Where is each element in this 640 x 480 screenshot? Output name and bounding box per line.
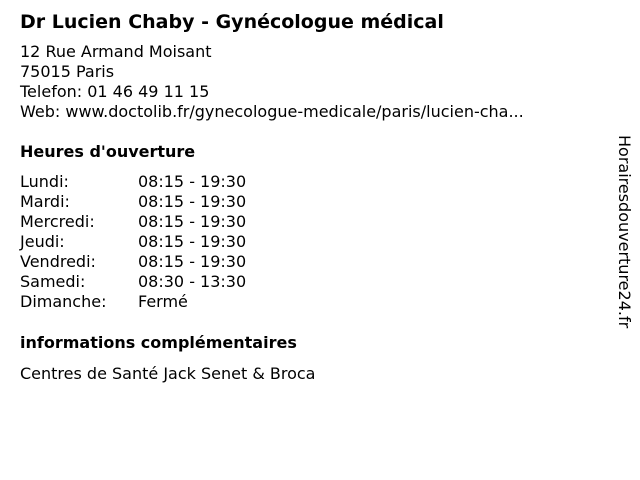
time-range: 08:30 - 13:30 bbox=[138, 272, 247, 291]
day-label: Samedi: bbox=[20, 272, 86, 291]
time-range: 08:15 - 19:30 bbox=[138, 252, 247, 271]
hours-row-friday bbox=[20, 252, 600, 272]
day-label: Vendredi: bbox=[20, 252, 96, 271]
day-label: Dimanche: bbox=[20, 292, 107, 311]
page-title: Dr Lucien Chaby - Gynécologue médical bbox=[20, 11, 444, 33]
hours-row-sunday bbox=[20, 292, 600, 312]
listing-card bbox=[20, 8, 600, 384]
hours-row-tuesday bbox=[20, 192, 600, 212]
hours-row-wednesday bbox=[20, 212, 600, 232]
info-text: Centres de Santé Jack Senet & Broca bbox=[20, 364, 316, 383]
website-link[interactable]: Web: www.doctolib.fr/gynecologue-medicale/paris/lucien-cha... bbox=[20, 102, 524, 121]
time-range: 08:15 - 19:30 bbox=[138, 192, 247, 211]
hours-row-monday bbox=[20, 172, 600, 192]
time-range: 08:15 - 19:30 bbox=[138, 232, 247, 251]
info-heading: informations complémentaires bbox=[20, 333, 297, 352]
time-range: 08:15 - 19:30 bbox=[138, 212, 247, 231]
hours-heading: Heures d'ouverture bbox=[20, 142, 196, 161]
hours-row-saturday bbox=[20, 272, 600, 292]
day-label: Mercredi: bbox=[20, 212, 95, 231]
day-label: Lundi: bbox=[20, 172, 69, 191]
hours-table bbox=[20, 172, 600, 312]
day-label: Mardi: bbox=[20, 192, 70, 211]
time-range: Fermé bbox=[138, 292, 188, 311]
address-city: 75015 Paris bbox=[20, 62, 115, 81]
address-block bbox=[20, 42, 600, 122]
address-street: 12 Rue Armand Moisant bbox=[20, 42, 212, 61]
phone-number: Telefon: 01 46 49 11 15 bbox=[20, 82, 210, 101]
time-range: 08:15 - 19:30 bbox=[138, 172, 247, 191]
day-label: Jeudi: bbox=[20, 232, 65, 251]
site-watermark: Horairesdouverture24.fr bbox=[615, 135, 634, 329]
hours-row-thursday bbox=[20, 232, 600, 252]
